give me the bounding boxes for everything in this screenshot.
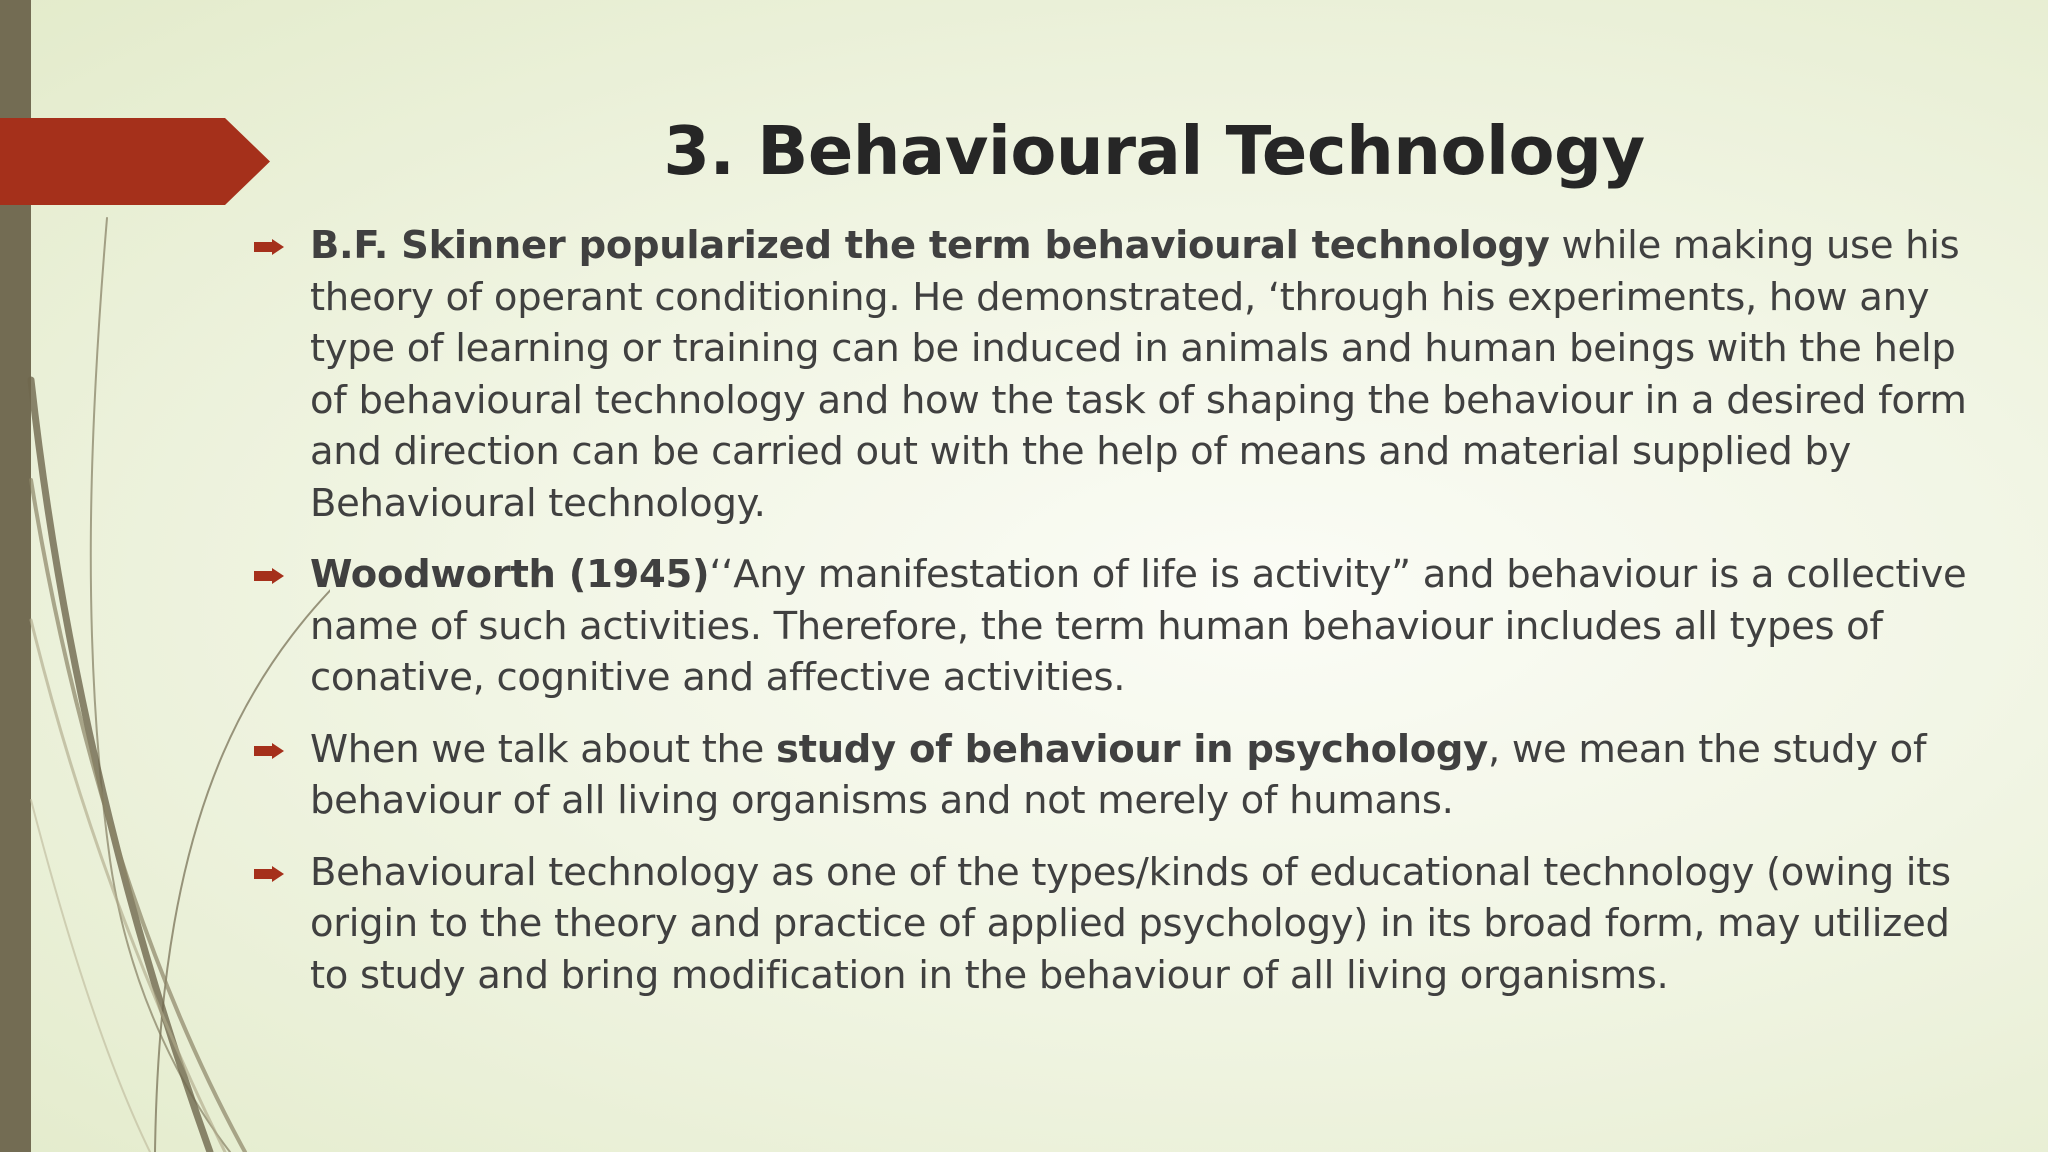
bullet-list: [254, 220, 1994, 1021]
slide-title: 3. Behavioural Technology: [663, 112, 1645, 190]
bullet-text: Behavioural technology as one of the types/kinds of educational technology (owing its origin to the theory and practice of applied psychology) in its broad form, may utilized to study and bring modification in the behaviour of all living organisms.: [310, 849, 1951, 998]
arrow-bullet-icon: [254, 866, 284, 882]
arrow-bullet-icon: [254, 743, 284, 759]
bullet-text-before: When we talk about the: [310, 726, 776, 772]
bullet-text: while making use his theory of operant conditioning. He demonstrated, ‘through his experiments, how any type of learning or training can be induced in animals and human beings with the help of behavioural technology and how the task of shaping the behaviour in a desired form and direction can be carried out with the help of means and material supplied by Behavioural technology.: [310, 223, 1967, 526]
bullet-bold-text: study of behaviour in psychology: [775, 726, 1488, 772]
arrow-bullet-icon: [254, 568, 284, 584]
bullet-item-skinner: [254, 220, 1994, 529]
bullet-item-technology: [254, 847, 1994, 1002]
bullet-bold-text: B.F. Skinner popularized the term behavioural technology: [310, 223, 1550, 268]
bullet-bold-text: Woodworth (1945): [310, 552, 710, 597]
arrow-bullet-icon: [254, 239, 284, 255]
bullet-item-study: [254, 724, 1994, 827]
bullet-text-after: , we mean the study of behaviour of all living organisms and not merely of humans.: [310, 726, 1927, 823]
bullet-text: ‘‘Any manifestation of life is activity” and behaviour is a collective name of such activities. Therefore, the term human behaviour includes all types of conative, cognitive and affective activities.: [310, 552, 1967, 700]
title-accent-tab: [0, 118, 270, 205]
bullet-item-woodworth: [254, 549, 1994, 704]
